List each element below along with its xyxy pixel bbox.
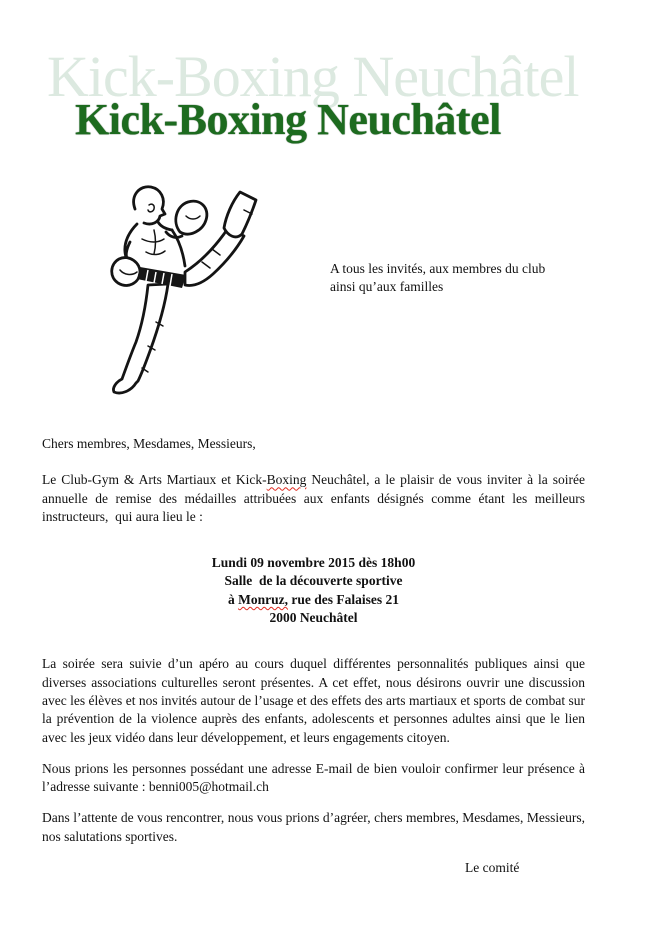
event-date-time: Lundi 09 novembre 2015 dès 18h00 bbox=[211, 555, 416, 571]
letter-body bbox=[0, 435, 654, 877]
club-title: Kick-Boxing Neuchâtel bbox=[75, 95, 501, 144]
recipients-line-2: ainsi qu’aux familles bbox=[330, 279, 444, 295]
closing-paragraph: Dans l’attente de vous rencontrer, nous vous prions d’agréer, chers membres, Mesdames, Messieurs, nos salutations sportives. bbox=[42, 810, 585, 844]
misspelled-word: Monruz, bbox=[238, 591, 288, 607]
misspelled-word: Boxing bbox=[266, 472, 307, 488]
event-address-segment: rue des Falaises 21 bbox=[288, 591, 399, 607]
invitation-paragraph bbox=[42, 471, 585, 526]
event-address-segment: à bbox=[228, 591, 239, 607]
event-address bbox=[42, 591, 585, 609]
club-title-watermark: Kick-Boxing Neuchâtel bbox=[47, 44, 579, 109]
event-city: 2000 Neuchâtel bbox=[269, 610, 358, 626]
recipients-note bbox=[330, 260, 590, 297]
invite-text-segment: Neuchâtel, a le plaisir de vous inviter à la soirée annuelle de remise des médailles attribuées aux enfants désignés comme étant les meilleurs instructeurs, qui aura lieu le : bbox=[42, 472, 585, 524]
signature: Le comité bbox=[465, 860, 520, 876]
event-details-block bbox=[42, 554, 585, 627]
salutation: Chers membres, Mesdames, Messieurs, bbox=[42, 436, 256, 451]
rsvp-paragraph: Nous prions les personnes possédant une adresse E-mail de bien vouloir confirmer leur présence à l’adresse suivante : benni005@hotmail.ch bbox=[42, 760, 585, 795]
recipients-line-1: A tous les invités, aux membres du club bbox=[330, 261, 546, 276]
hero-section bbox=[0, 160, 654, 405]
apero-paragraph: La soirée sera suivie d’un apéro au cours duquel différentes personnalités publiques ainsi que diverses associations culturelles seront présentes. A cet effet, nous désirons ouvrir une discussion avec les élèves et nos invités autour de l’usage et des effets des arts martiaux et sports de combat sur la prévention de la violence auprès des enfants, adolescents et personnes adultes ainsi que le lien avec les jeux vidéo dans leur développement, et leurs engagements citoyen. bbox=[42, 656, 585, 745]
invite-text-segment: Le Club-Gym & Arts Martiaux et Kick- bbox=[42, 472, 267, 488]
event-venue: Salle de la découverte sportive bbox=[224, 573, 403, 589]
kickboxer-illustration bbox=[106, 182, 266, 402]
masthead bbox=[0, 0, 654, 160]
